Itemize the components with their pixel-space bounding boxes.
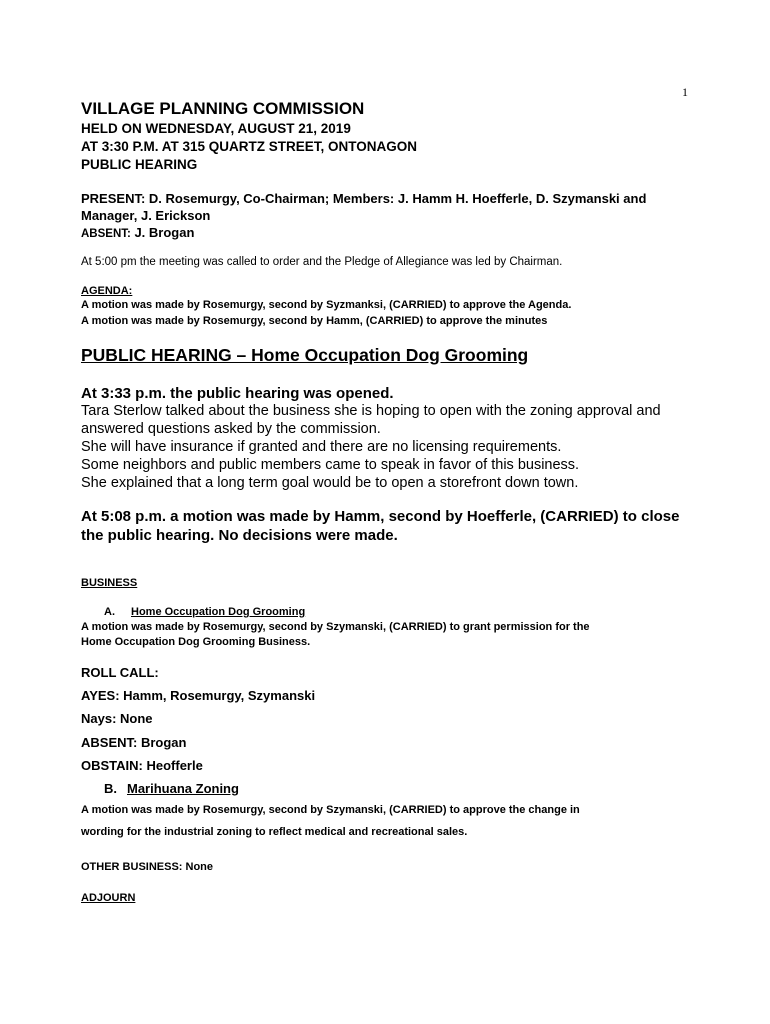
item-a-motion-line-1: A motion was made by Rosemurgy, second by Szymanski, (CARRIED) to grant permission for the <box>81 621 590 633</box>
other-business-text: OTHER BUSINESS: None <box>81 861 214 873</box>
meeting-date-line: HELD ON WEDNESDAY, AUGUST 21, 2019 <box>81 121 351 136</box>
call-to-order-text: At 5:00 pm the meeting was called to order and the Pledge of Allegiance was led by Chairman. <box>81 256 563 268</box>
roll-call-nays: Nays: None <box>81 711 153 726</box>
meeting-time-location-line: AT 3:30 P.M. AT 315 QUARTZ STREET, ONTONAGON <box>81 139 418 154</box>
absent-label: ABSENT: <box>81 228 131 240</box>
item-a-title: Home Occupation Dog Grooming <box>131 606 306 618</box>
hearing-body-line-5: She explained that a long term goal would be to open a storefront down town. <box>81 475 579 491</box>
roll-call-obstain: OBSTAIN: Heofferle <box>81 758 203 773</box>
public-hearing-heading: PUBLIC HEARING – Home Occupation Dog Grooming <box>81 345 529 365</box>
document-title: VILLAGE PLANNING COMMISSION <box>81 99 365 118</box>
present-members-line-1: PRESENT: D. Rosemurgy, Co-Chairman; Members: J. Hamm H. Hoefferle, D. Szymanski and <box>81 191 647 206</box>
roll-call-heading: ROLL CALL: <box>81 665 159 680</box>
hearing-body-line-1: Tara Sterlow talked about the business she is hoping to open with the zoning approval and <box>81 403 661 419</box>
hearing-body-line-4: Some neighbors and public members came to speak in favor of this business. <box>81 457 580 473</box>
hearing-body-line-3: She will have insurance if granted and there are no licensing requirements. <box>81 439 562 455</box>
present-members-line-2: Manager, J. Erickson <box>81 208 211 223</box>
hearing-closed-line-1: At 5:08 p.m. a motion was made by Hamm, second by Hoefferle, (CARRIED) to close <box>81 508 680 525</box>
adjourn-heading: ADJOURN <box>81 892 136 904</box>
roll-call-absent: ABSENT: Brogan <box>81 735 187 750</box>
roll-call-ayes: AYES: Hamm, Rosemurgy, Szymanski <box>81 688 316 703</box>
item-b-motion-line-1: A motion was made by Rosemurgy, second by Szymanski, (CARRIED) to approve the change in <box>81 804 580 816</box>
item-a-motion-line-2: Home Occupation Dog Grooming Business. <box>81 636 311 648</box>
item-b-title: Marihuana Zoning <box>127 781 239 796</box>
agenda-motion-2: A motion was made by Rosemurgy, second by Hamm, (CARRIED) to approve the minutes <box>81 315 548 327</box>
hearing-opened-text: At 3:33 p.m. the public hearing was opened. <box>81 385 394 402</box>
hearing-closed-line-2: the public hearing. No decisions were made. <box>81 527 398 544</box>
agenda-motion-1: A motion was made by Rosemurgy, second by Syzmanksi, (CARRIED) to approve the Agenda. <box>81 299 572 311</box>
business-heading: BUSINESS <box>81 577 138 589</box>
agenda-heading: AGENDA: <box>81 285 133 297</box>
meeting-type-line: PUBLIC HEARING <box>81 157 198 172</box>
item-a-marker: A. <box>104 606 115 618</box>
absent-value: J. Brogan <box>130 225 195 240</box>
page-number: 1 <box>682 85 688 99</box>
absent-members-line <box>81 225 194 240</box>
item-b-marker: B. <box>104 781 117 796</box>
item-b-motion-line-2: wording for the industrial zoning to reflect medical and recreational sales. <box>81 826 468 838</box>
hearing-body-line-2: answered questions asked by the commission. <box>81 421 381 437</box>
